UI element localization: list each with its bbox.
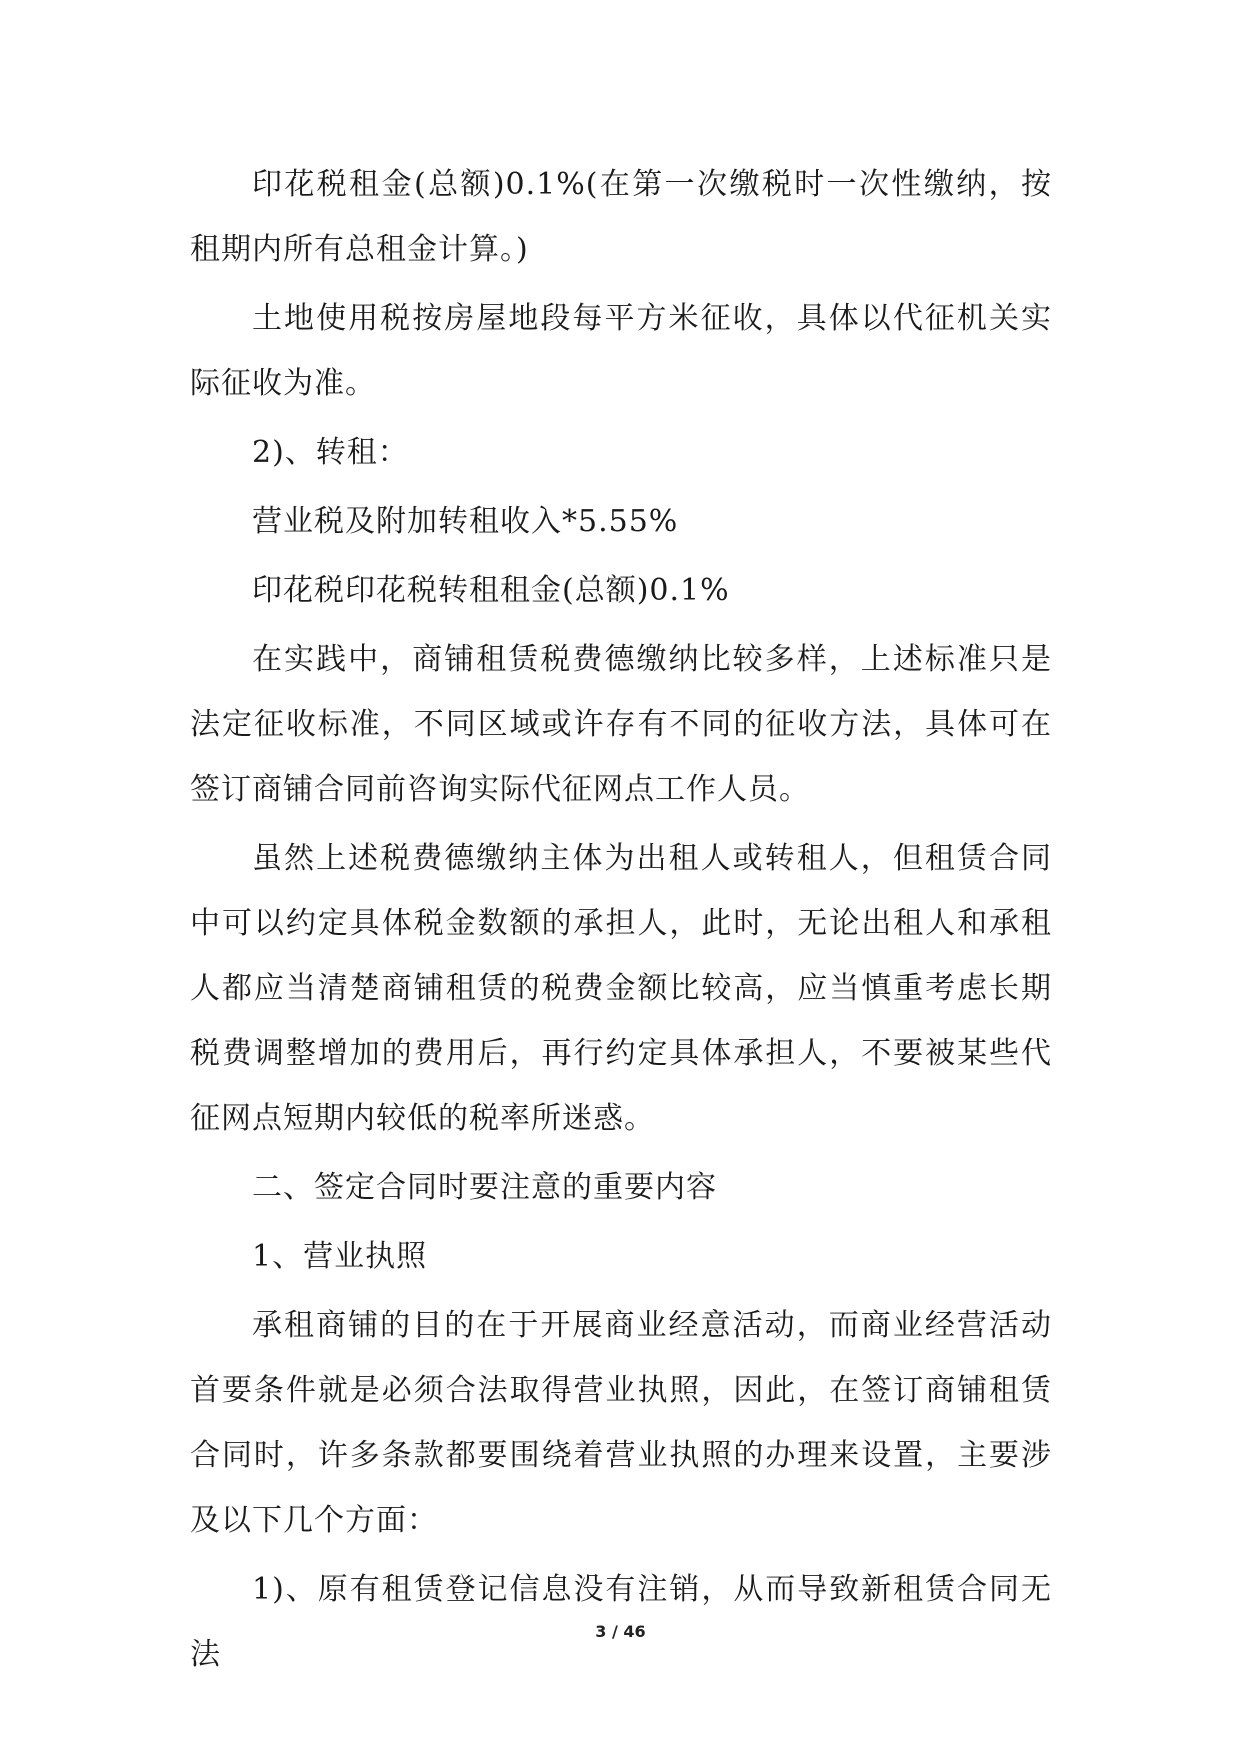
- paragraph: 1)、原有租赁登记信息没有注销，从而导致新租赁合同无法: [190, 1572, 1052, 1672]
- subsection-heading: 1、营业执照: [252, 1239, 428, 1274]
- paragraph: 在实践中，商铺租赁税费德缴纳比较多样，上述标准只是法定征收标准，不同区域或许存有不同的征收方法，具体可在签订商铺合同前咨询实际代征网点工作人员。: [190, 642, 1052, 807]
- document-body: [190, 152, 1052, 1691]
- paragraph: 印花税租金(总额)0.1%(在第一次缴税时一次性缴纳，按租期内所有总租金计算。): [190, 167, 1052, 267]
- paragraph: 土地使用税按房屋地段每平方米征收，具体以代征机关实际征收为准。: [190, 301, 1052, 401]
- paragraph: 营业税及附加转租收入*5.55%: [252, 504, 679, 539]
- paragraph: 虽然上述税费德缴纳主体为出租人或转租人，但租赁合同中可以约定具体税金数额的承担人，此时，无论出租人和承租人都应当清楚商铺租赁的税费金额比较高，应当慎重考虑长期税费调整增加的费用后，再行约定具体承担人，不要被某些代征网点短期内较低的税率所迷惑。: [190, 841, 1052, 1136]
- page-number: 3 / 46: [595, 1622, 646, 1641]
- paragraph: 承租商铺的目的在于开展商业经意活动，而商业经营活动首要条件就是必须合法取得营业执照，因此，在签订商铺租赁合同时，许多条款都要围绕着营业执照的办理来设置，主要涉及以下几个方面：: [190, 1308, 1052, 1538]
- paragraph: 2)、转租：: [252, 435, 409, 470]
- section-heading: 二、签定合同时要注意的重要内容: [252, 1170, 717, 1205]
- paragraph: 印花税印花税转租租金(总额)0.1%: [252, 573, 730, 608]
